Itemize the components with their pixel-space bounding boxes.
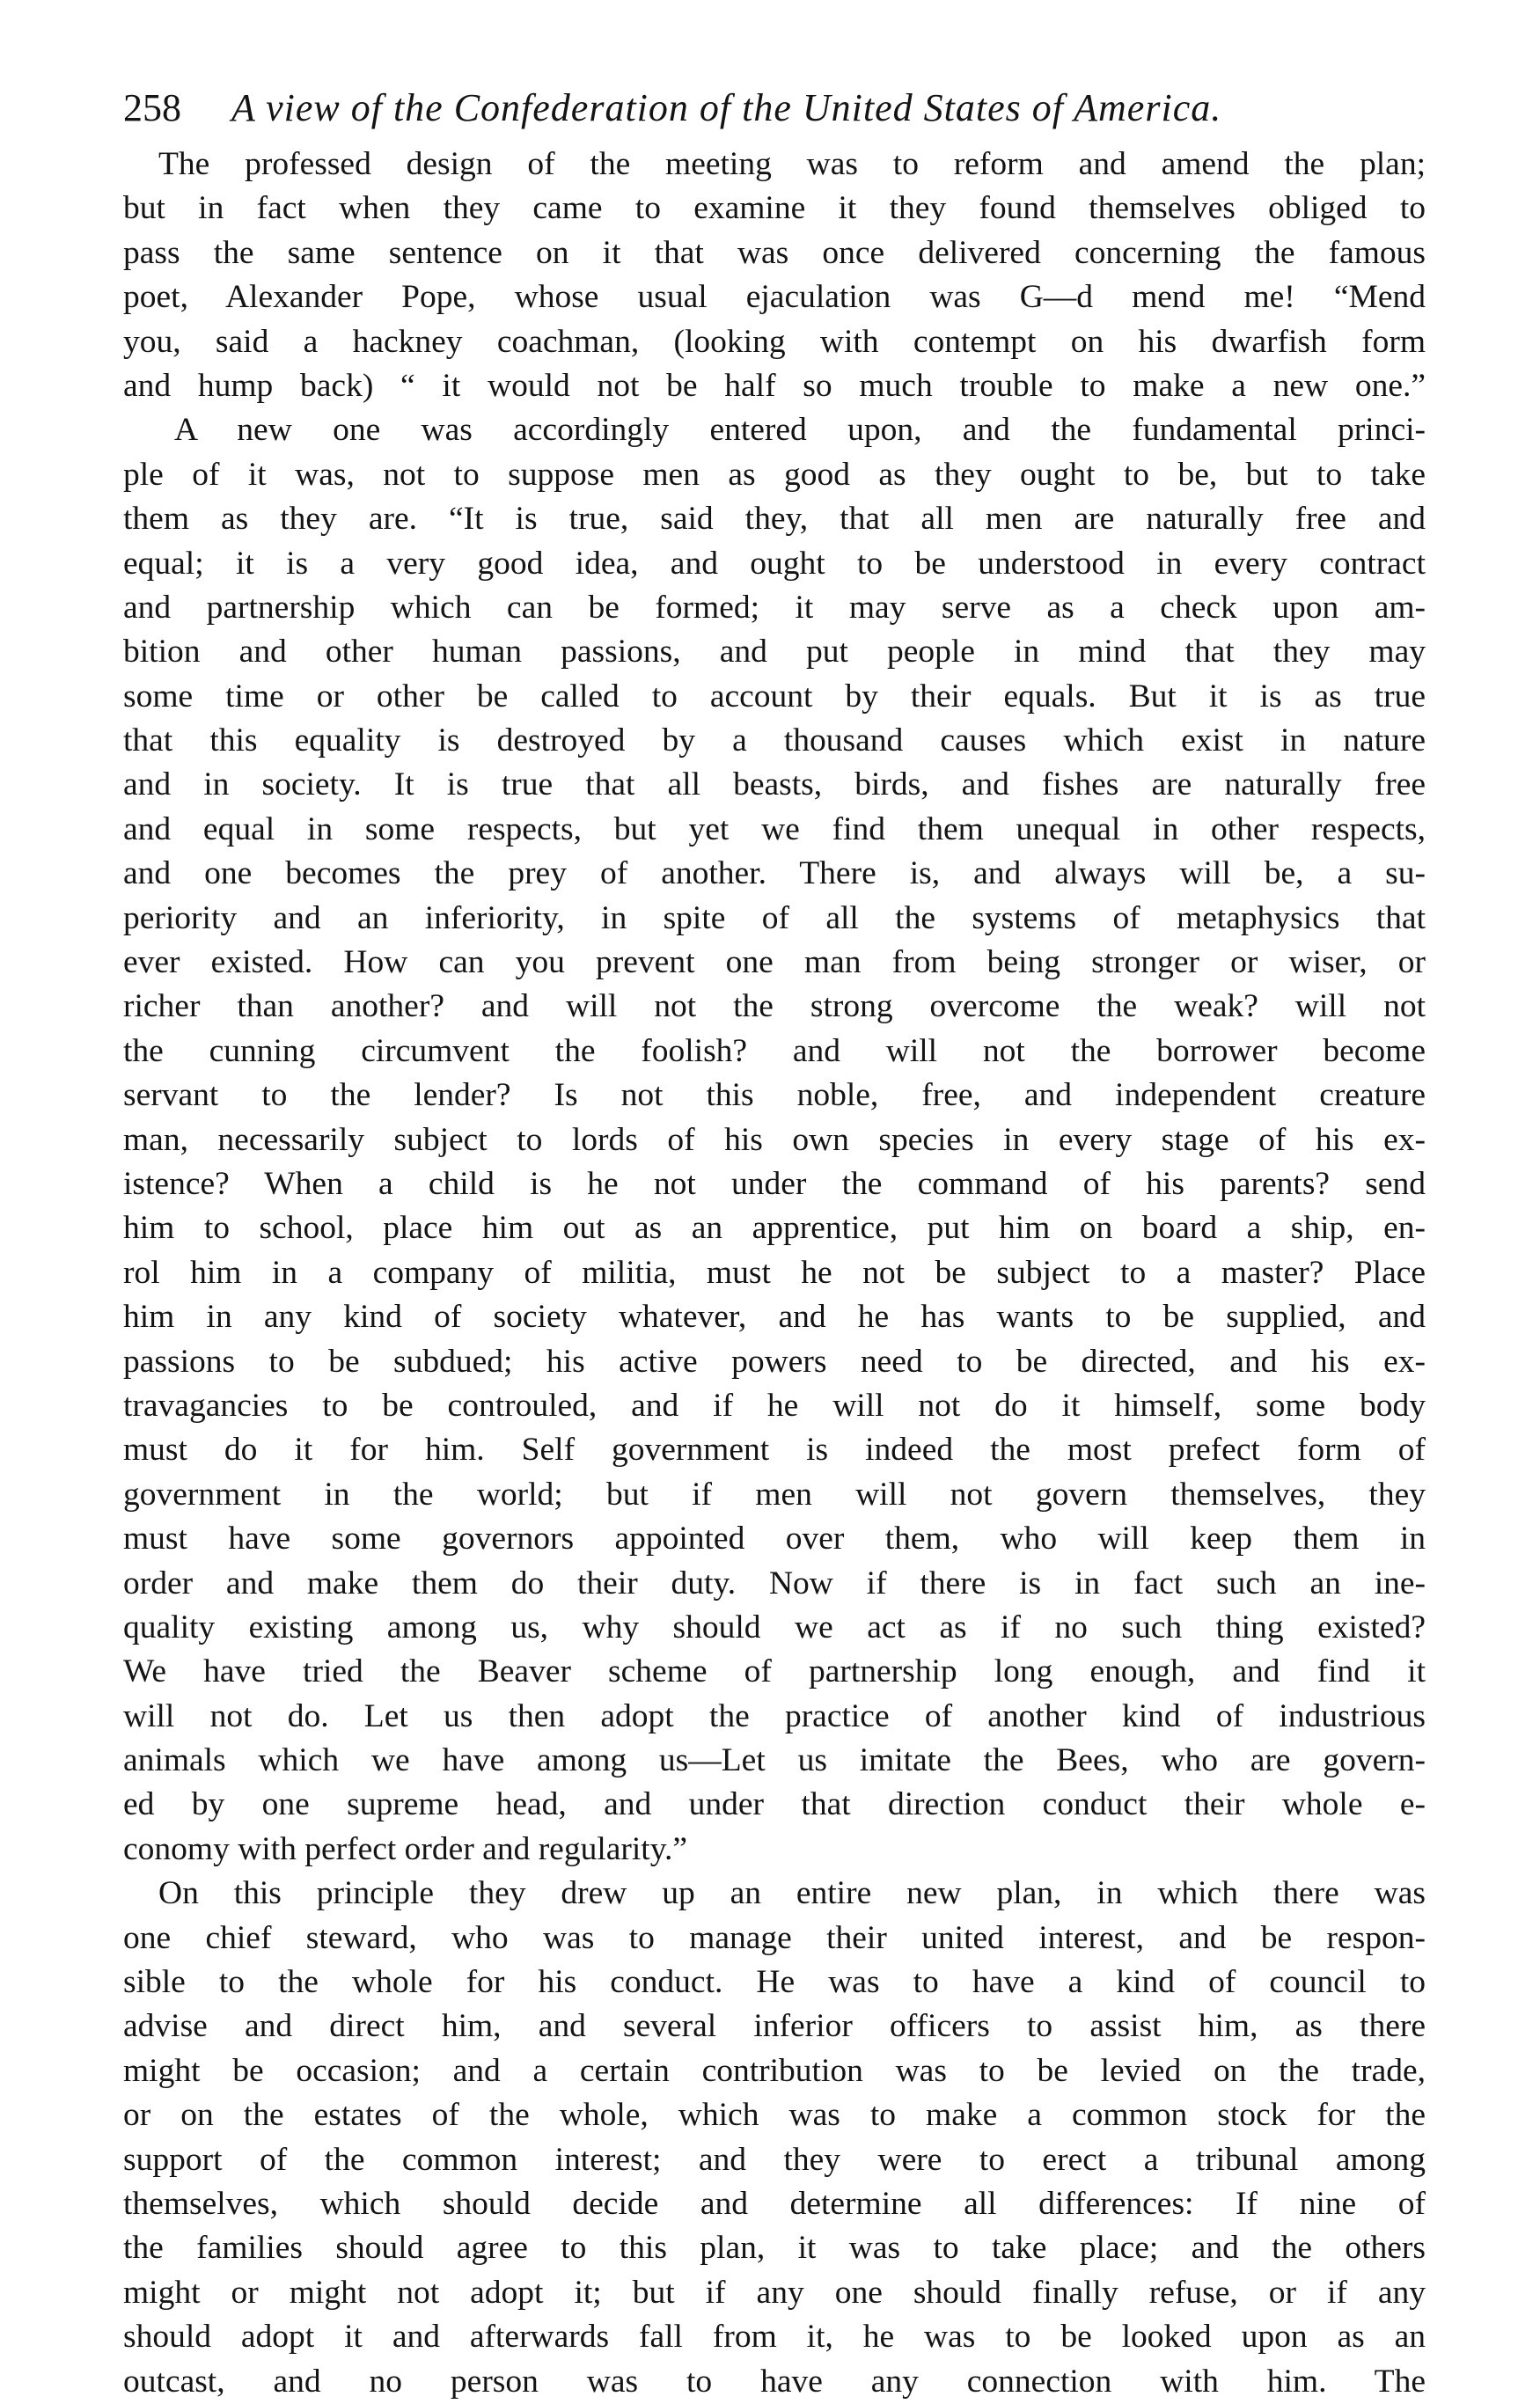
running-head [123, 81, 1408, 136]
text-line: him to school, place him out as an apprentice, put him on board a ship, en- [123, 1210, 1426, 1247]
text-line: equal; it is a very good idea, and ought to be understood in every contract [123, 545, 1426, 582]
text-line: order and make them do their duty. Now if there is in fact such an ine- [123, 1565, 1426, 1601]
text-line: We have tried the Beaver scheme of partnership long enough, and find it [123, 1653, 1426, 1690]
text-line: and hump back) “ it would not be half so much trouble to make a new one.” [123, 367, 1426, 404]
text-line: richer than another? and will not the strong overcome the weak? will not [123, 988, 1426, 1025]
text-line: must do it for him. Self government is indeed the most prefect form of [123, 1432, 1426, 1469]
text-line: travagancies to be controuled, and if he will not do it himself, some body [123, 1387, 1426, 1424]
text-line: and equal in some respects, but yet we find them unequal in other respects, [123, 810, 1426, 847]
text-line: or on the estates of the whole, which was to make a common stock for the [123, 2097, 1426, 2134]
text-line: servant to the lender? Is not this noble, free, and independent creature [123, 1077, 1426, 1114]
text-line: sible to the whole for his conduct. He was to have a kind of council to [123, 1964, 1426, 2001]
text-line: ple of it was, not to suppose men as good as they ought to be, but to take [123, 456, 1426, 493]
text-line: one chief steward, who was to manage their united interest, and be respon- [123, 1919, 1426, 1956]
text-line: and one becomes the prey of another. There is, and always will be, a su- [123, 855, 1426, 892]
text-line: him in any kind of society whatever, and he has wants to be supplied, and [123, 1299, 1426, 1336]
text-line: istence? When a child is he not under the command of his parents? send [123, 1165, 1426, 1202]
text-line: man, necessarily subject to lords of his own species in every stage of his ex- [123, 1121, 1426, 1158]
text-line: might or might not adopt it; but if any one should finally refuse, or if any [123, 2274, 1426, 2311]
text-line: that this equality is destroyed by a thousand causes which exist in nature [123, 722, 1426, 759]
text-line: The professed design of the meeting was to reform and amend the plan; [158, 146, 1426, 182]
text-line: On this principle they drew up an entire new plan, in which there was [158, 1875, 1426, 1912]
text-line: and in society. It is true that all beasts, birds, and fishes are naturally free [123, 766, 1426, 803]
text-line: must have some governors appointed over them, who will keep them in [123, 1521, 1426, 1557]
text-line: might be occasion; and a certain contribution was to be levied on the trade, [123, 2052, 1426, 2089]
text-line: should adopt it and afterwards fall from it, he was to be looked upon as an [123, 2319, 1426, 2356]
text-line: rol him in a company of militia, must he not be subject to a master? Place [123, 1254, 1426, 1291]
text-line: bition and other human passions, and put people in mind that they may [123, 634, 1426, 671]
text-line: government in the world; but if men will not govern themselves, they [123, 1476, 1426, 1513]
text-line: some time or other be called to account by their equals. But it is as true [123, 678, 1426, 715]
text-line: animals which we have among us—Let us imitate the Bees, who are govern- [123, 1742, 1426, 1779]
text-line: pass the same sentence on it that was once delivered concerning the famous [123, 234, 1426, 271]
text-line: periority and an inferiority, in spite of all the systems of metaphysics that [123, 899, 1426, 936]
text-line: A new one was accordingly entered upon, and the fundamental princi- [174, 412, 1426, 449]
page-number: 258 [123, 86, 181, 129]
text-line: ed by one supreme head, and under that direction conduct their whole e- [123, 1786, 1426, 1823]
text-line: will not do. Let us then adopt the practice of another kind of industrious [123, 1697, 1426, 1734]
text-line: ever existed. How can you prevent one man from being stronger or wiser, or [123, 944, 1426, 981]
text-line: outcast, and no person was to have any connection with him. The [123, 2363, 1426, 2400]
text-line: the families should agree to this plan, it was to take place; and the others [123, 2230, 1426, 2267]
body-text [123, 143, 1426, 2404]
text-line: passions to be subdued; his active powers need to be directed, and his ex- [123, 1343, 1426, 1380]
text-line: them as they are. “It is true, said they, that all men are naturally free and [123, 501, 1426, 538]
running-title: A view of the Confederation of the United States of America. [231, 86, 1222, 129]
text-line: you, said a hackney coachman, (looking with contempt on his dwarfish form [123, 323, 1426, 360]
text-line: conomy with perfect order and regularity.” [123, 1830, 688, 1867]
text-line: support of the common interest; and they were to erect a tribunal among [123, 2141, 1426, 2178]
text-line: the cunning circumvent the foolish? and will not the borrower become [123, 1032, 1426, 1069]
text-line: but in fact when they came to examine it they found themselves obliged to [123, 190, 1426, 227]
text-line: advise and direct him, and several inferior officers to assist him, as there [123, 2008, 1426, 2045]
text-line: quality existing among us, why should we act as if no such thing existed? [123, 1609, 1426, 1645]
text-line: and partnership which can be formed; it may serve as a check upon am- [123, 589, 1426, 626]
text-line: themselves, which should decide and determine all differences: If nine of [123, 2185, 1426, 2222]
text-line: poet, Alexander Pope, whose usual ejaculation was G—d mend me! “Mend [123, 279, 1426, 316]
